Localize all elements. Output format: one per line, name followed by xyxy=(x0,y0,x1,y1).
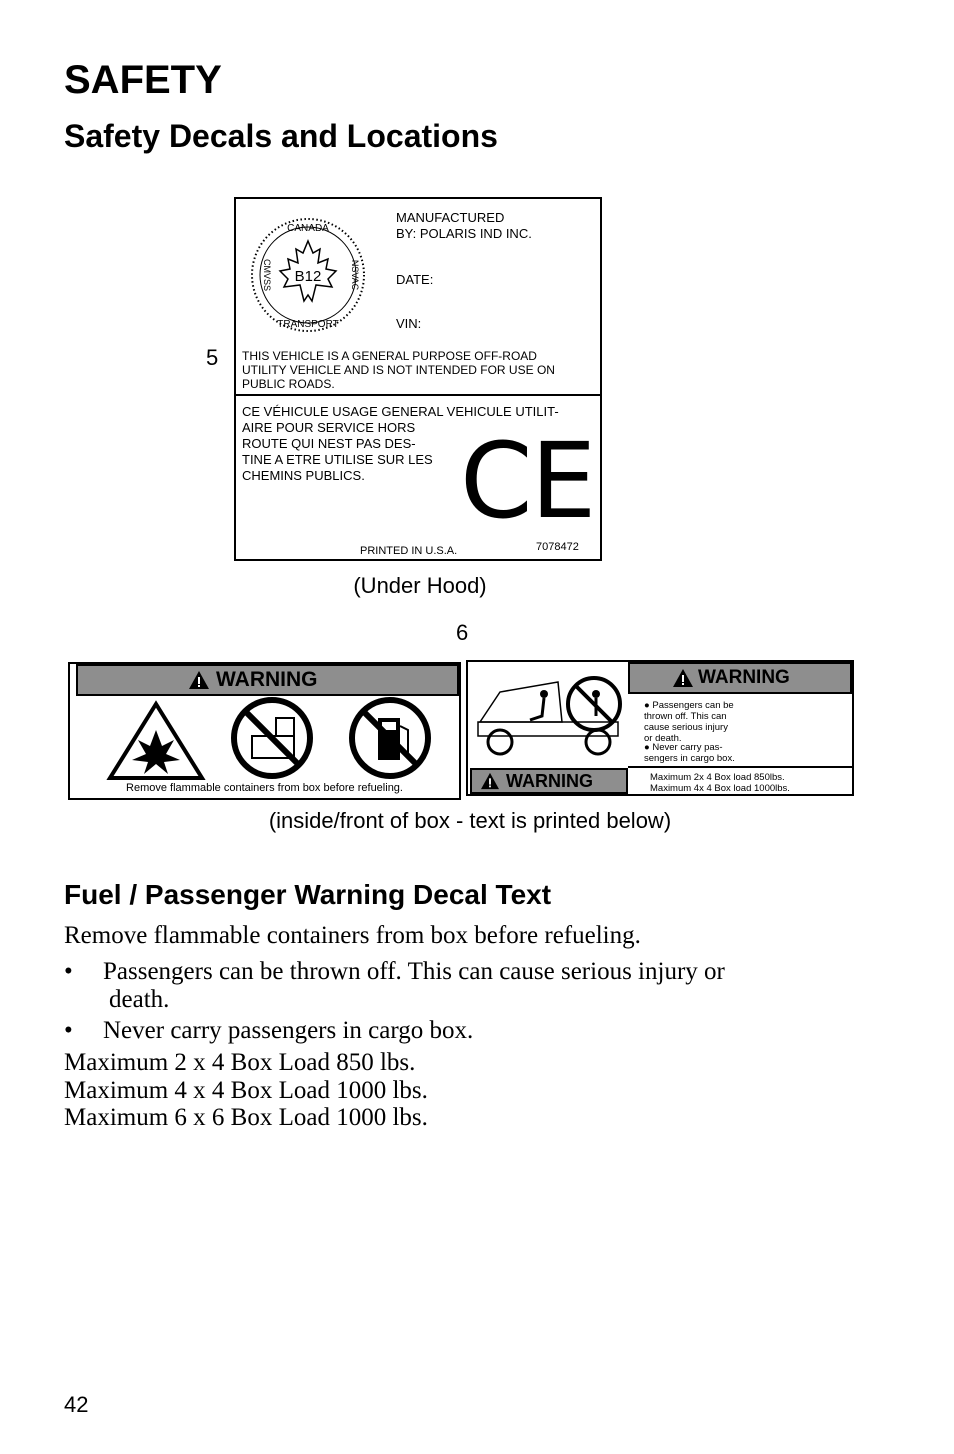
bullet-2-text: Never carry passengers in cargo box. xyxy=(103,1017,474,1044)
page-number: 42 xyxy=(64,1392,89,1417)
seal-top-text: CANADA xyxy=(287,223,329,234)
warning-word-footer: WARNING xyxy=(506,771,593,791)
french-line-1: CE VÉHICULE USAGE GENERAL VEHICULE UTILIT- xyxy=(242,404,559,419)
canada-transport-seal-icon xyxy=(248,211,368,339)
passenger-warning-bullet-1 xyxy=(644,700,734,744)
english-notice xyxy=(242,349,555,391)
load-line-3: Maximum 6 x 6 Box Load 1000 lbs. xyxy=(64,1104,428,1131)
decal-6-fuel-warning xyxy=(68,662,461,800)
english-line-2: UTILITY VEHICLE AND IS NOT INTENDED FOR USE ON xyxy=(242,363,555,377)
bullet-1-line-1: ● Passengers can be xyxy=(644,700,734,711)
decal-5 xyxy=(234,197,602,561)
warning-word-right: WARNING xyxy=(698,667,790,688)
load-line-1: Maximum 2 x 4 Box Load 850 lbs. xyxy=(64,1049,416,1076)
no-fuel-container-icon xyxy=(230,696,314,780)
manufactured-line-2: BY: POLARIS IND INC. xyxy=(396,226,532,241)
bullet-1-line-2: thrown off. This can xyxy=(644,711,727,722)
explosion-hazard-icon xyxy=(106,700,206,782)
max-load-line-1: Maximum 2x 4 Box load 850lbs. xyxy=(650,772,785,783)
bullet-1-line-3: cause serious injury xyxy=(644,722,728,733)
max-load-line-2: Maximum 4x 4 Box load 1000lbs. xyxy=(650,783,790,794)
seal-bottom-text: TRANSPORT xyxy=(277,319,339,330)
french-line-2: AIRE POUR SERVICE HORS xyxy=(242,420,416,435)
ce-mark-icon: CE xyxy=(460,420,595,542)
decal-6-callout: 6 xyxy=(456,620,469,645)
passenger-warning-bullet-2 xyxy=(644,742,735,764)
warning-triangle-icon xyxy=(188,670,210,690)
bullet-2-line-1: ● Never carry pas- xyxy=(644,742,723,753)
bullet-2-line-2: sengers in cargo box. xyxy=(644,753,735,764)
french-line-5: CHEMINS PUBLICS. xyxy=(242,468,365,483)
decal-6-passenger-warning xyxy=(466,660,854,796)
max-load-lines xyxy=(650,772,790,794)
bullet-1-text: Passengers can be thrown off. This can cause serious injury or xyxy=(103,958,725,985)
load-line-2: Maximum 4 x 4 Box Load 1000 lbs. xyxy=(64,1077,428,1104)
seal-left-text: CMVSS xyxy=(262,258,272,292)
bullet-symbol: • xyxy=(64,958,73,985)
fuel-intro: Remove flammable containers from box before refueling. xyxy=(64,922,641,949)
french-line-3: ROUTE QUI NEST PAS DES- xyxy=(242,436,416,451)
vehicle-no-passenger-icon xyxy=(470,664,628,766)
english-line-1: THIS VEHICLE IS A GENERAL PURPOSE OFF-ROAD xyxy=(242,349,537,363)
english-line-3: PUBLIC ROADS. xyxy=(242,377,335,391)
bullet-1-line-4: or death. xyxy=(644,733,682,744)
warning-triangle-icon xyxy=(672,668,694,688)
seal-right-text: NSVAC xyxy=(350,259,360,291)
bullet-1-text-cont: death. xyxy=(109,986,170,1013)
subsection-title: Safety Decals and Locations xyxy=(64,118,498,154)
manufactured-line-1: MANUFACTURED xyxy=(396,210,505,225)
warning-triangle-icon xyxy=(480,772,500,790)
bullet-symbol: • xyxy=(64,1017,73,1044)
section-title: SAFETY xyxy=(64,58,222,102)
printed-in-usa: PRINTED IN U.S.A. xyxy=(360,545,458,557)
warning-word: WARNING xyxy=(216,668,318,691)
divider xyxy=(628,766,852,768)
french-line-4: TINE A ETRE UTILISE SUR LES xyxy=(242,452,433,467)
date-label: DATE: xyxy=(396,272,434,287)
seal-center-text: B12 xyxy=(294,268,322,285)
fuel-section-heading: Fuel / Passenger Warning Decal Text xyxy=(64,879,552,910)
no-fuel-pump-icon xyxy=(348,696,432,780)
vin-label: VIN: xyxy=(396,316,422,331)
decal-5-caption: (Under Hood) xyxy=(353,573,487,598)
part-number: 7078472 xyxy=(536,541,579,553)
decal-5-callout: 5 xyxy=(206,345,219,370)
fuel-warning-note: Remove flammable containers from box before refueling. xyxy=(126,782,403,794)
decal-6-caption: (inside/front of box - text is printed below) xyxy=(268,808,672,833)
